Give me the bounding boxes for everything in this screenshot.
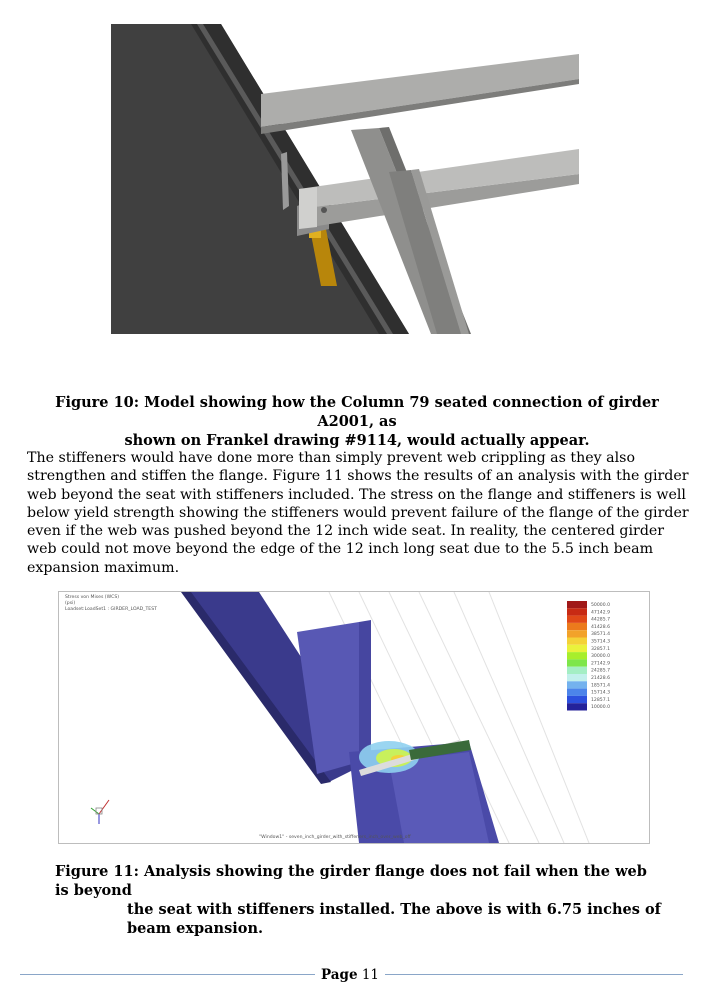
body-paragraph: The stiffeners would have done more than simply prevent web crippling as they also strengthen and stiffen the flange. Figure 11 shows the results of an analysis with the girder web beyond the seat with stiffeners included. The stress on the flange and stiffeners is well below yield strength showing the stiffeners would prevent failure of the flange of the girder even if the web was pushed beyond the 12 inch wide seat. In reality, the centered girder web could not move beyond the edge of the 12 inch long seat due to the 5.5 inch beam expansion maximum. <box>27 450 689 576</box>
legend-value: 35714.3 <box>591 639 610 645</box>
legend-swatch <box>567 689 587 696</box>
stress-header-line-2: (psi) <box>65 601 76 606</box>
stress-header-line-3: Loadset:LoadSet1 : GIRDER_LOAD_TEST <box>65 607 157 612</box>
legend-swatch <box>567 667 587 674</box>
legend-value: 10000.0 <box>591 705 610 711</box>
figure-11-caption-rest: the seat with stiffeners installed. The above is with 6.75 inches of beam expansion. <box>127 901 661 937</box>
legend-value: 32857.1 <box>591 646 610 652</box>
figure-10-caption-line-2: shown on Frankel drawing #9114, would actually appear. <box>124 432 590 449</box>
legend-value: 38571.4 <box>591 632 610 638</box>
figure-11-caption <box>55 862 665 938</box>
page-footer <box>315 967 385 983</box>
legend-swatch <box>567 659 587 666</box>
legend-value: 41428.6 <box>591 624 610 630</box>
legend-value: 15714.3 <box>591 690 610 696</box>
legend-swatch <box>567 645 587 652</box>
legend-value: 27142.9 <box>591 661 610 667</box>
figure-10-caption-line-1: Figure 10: Model showing how the Column 79 seated connection of girder A2001, as <box>55 394 659 430</box>
window-label: "Window1" - seven_inch_girder_with_stiffeners_inch_over_web_off <box>259 835 411 840</box>
figure-10-image <box>111 24 579 334</box>
footer-rule-right <box>385 974 683 975</box>
legend-value: 24285.7 <box>591 668 610 674</box>
figure-10-caption <box>30 393 684 450</box>
legend-value: 50000.0 <box>591 603 610 608</box>
page-number: 11 <box>361 967 380 983</box>
legend-value: 18571.4 <box>591 683 610 689</box>
legend-swatch <box>567 601 587 608</box>
stress-header-line-1: Stress von Mises (WCS) <box>65 595 120 600</box>
legend-value: 47142.9 <box>591 610 610 616</box>
footer-rule-left <box>20 974 315 975</box>
legend-swatch <box>567 674 587 681</box>
legend-swatch <box>567 616 587 623</box>
figure-11-caption-line-1: Figure 11: Analysis showing the girder flange does not fail when the web is beyond <box>55 863 647 899</box>
page-label: Page <box>320 967 358 983</box>
legend-swatch <box>567 623 587 630</box>
legend-swatch <box>567 696 587 703</box>
legend-value: 21428.6 <box>591 676 610 681</box>
legend-swatch <box>567 608 587 615</box>
legend-swatch <box>567 681 587 688</box>
legend-swatch <box>567 652 587 659</box>
legend-swatch <box>567 630 587 637</box>
figure-11-image <box>58 591 650 844</box>
legend-value: 44285.7 <box>591 617 610 623</box>
legend-value: 30000.0 <box>591 654 610 660</box>
legend-swatch <box>567 703 587 710</box>
legend-swatch <box>567 638 587 645</box>
legend-value: 12857.1 <box>591 697 610 703</box>
